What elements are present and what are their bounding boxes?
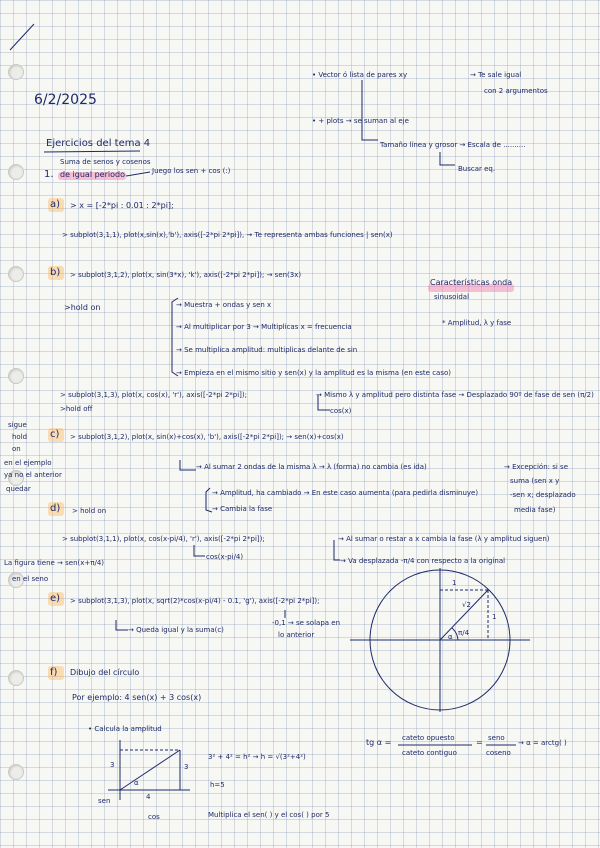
section-b-hold: >hold on	[64, 303, 101, 312]
tan-denominator: cateto contiguo	[402, 749, 457, 757]
top-note-4: Buscar eq.	[458, 165, 496, 173]
triangle-angle: α	[134, 779, 139, 787]
section-f-title: Dibujo del círculo	[70, 668, 140, 677]
section-c-right-1: → Excepción: si se	[504, 463, 568, 471]
circle-label-4: √2	[462, 601, 471, 609]
tan-denominator-2: coseno	[486, 749, 511, 757]
section-b-hold-off: >hold off	[60, 405, 93, 413]
section-b-note-2: → Al multiplicar por 3 → Multiplicas x = frecuencia	[176, 323, 352, 331]
section-b-note-4: → Empieza en el mismo sitio y sen(x) y la amplitud es la misma (en este caso)	[176, 369, 452, 377]
top-note-2: • + plots → se suman al eje	[312, 117, 409, 125]
section-e-note: → Queda igual y la suma(c)	[128, 626, 224, 634]
section-c-letter: c)	[50, 429, 60, 440]
section-d-code: > subplot(3,1,1), plot(x, cos(x-pi/4), 'r'), axis([-2*pi 2*pi]);	[62, 535, 265, 543]
page-subtitle: Suma de senos y cosenos	[60, 158, 151, 166]
section-b-note-1: → Muestra + ondas y sen x	[176, 301, 272, 309]
section-e-code: > subplot(3,1,3), plot(x, sqrt(2)*cos(x-pi/4) - 0.1, 'g'), axis([-2*pi 2*pi]);	[70, 597, 320, 605]
section-c-right-3: -sen x; desplazado	[510, 491, 576, 499]
triangle-label-sen: sen	[98, 797, 111, 805]
tan-equals: =	[476, 738, 483, 747]
section-e-side-1: -0,1 → se solapa en	[272, 619, 341, 627]
ex1-number: 1.	[44, 169, 54, 180]
ex1-note: Juego los sen + cos (:)	[152, 167, 231, 175]
section-b-code3: > subplot(3,1,3), plot(x, cos(x), 'r'), axis([-2*pi 2*pi]);	[60, 391, 247, 399]
section-f-eq2: h=5	[210, 781, 225, 789]
tan-numerator: cateto opuesto	[402, 734, 455, 742]
margin-note-1: sigue	[8, 421, 27, 429]
page-title: Ejercicios del tema 4	[46, 138, 151, 149]
section-b-code3-note: → Mismo λ y amplitud pero distinta fase → Desplazado 90º de fase de sen (π/2)	[316, 391, 594, 399]
triangle-side-v: 3	[110, 761, 115, 769]
section-b-code: > subplot(3,1,2), plot(x, sin(3*x), 'k'), axis([-2*pi 2*pi]); → sen(3x)	[70, 271, 302, 279]
tan-result: → α = arctg( )	[518, 739, 567, 747]
margin-note-5: ya no el anterior	[4, 471, 62, 479]
section-d-letter: d)	[50, 503, 61, 514]
margin-note-8: en el seno	[12, 575, 49, 583]
section-c-note-1: → Al sumar 2 ondas de la misma λ → λ (forma) no cambia (es ida)	[196, 463, 427, 471]
ex1-label: de igual periodo	[60, 170, 125, 179]
top-note-3: Tamaño línea y grosor → Escala de ..........	[380, 141, 526, 149]
margin-note-3: on	[12, 445, 21, 453]
circle-label-1: 1	[452, 579, 457, 587]
section-b-side-note: * Amplitud, λ y fase	[442, 319, 512, 327]
triangle-label-cos: cos	[148, 813, 160, 821]
section-f-bullet: • Calcula la amplitud	[88, 725, 162, 733]
tan-lhs: tg α =	[366, 738, 392, 747]
section-f-example: Por ejemplo: 4 sen(x) + 3 cos(x)	[72, 693, 202, 702]
section-c-note-3: → Cambia la fase	[212, 505, 273, 513]
section-b-side-title: Características onda	[430, 278, 513, 287]
section-b-side-sub: sinusoidal	[434, 293, 470, 301]
section-d-note-1: → Al sumar o restar a x cambia la fase (λ y amplitud siguen)	[338, 535, 550, 543]
section-c-right-4: media fase)	[514, 506, 556, 514]
triangle-side-v2: 3	[184, 763, 189, 771]
circle-label-5: α	[448, 633, 453, 641]
margin-note-6: quedar	[6, 485, 31, 493]
section-b-letter: b)	[50, 267, 61, 278]
circle-label-2: 1	[492, 613, 497, 621]
triangle-side-h: 4	[146, 793, 151, 801]
section-d-note-2: → Va desplazada -π/4 con respecto a la original	[340, 557, 506, 565]
section-c-right-2: suma (sen x y	[510, 477, 560, 485]
section-c-code: > subplot(3,1,2), plot(x, sin(x)+cos(x), 'b'), axis([-2*pi 2*pi]); → sen(x)+cos(x)	[70, 433, 344, 441]
circle-label-3: π/4	[458, 629, 470, 637]
section-c-note-2: → Amplitud, ha cambiado → En este caso aumenta (para pedirla disminuye)	[212, 489, 479, 497]
section-e-letter: e)	[50, 593, 61, 604]
section-b-note-3: → Se multiplica amplitud: multiplicas delante de sin	[176, 346, 358, 354]
section-d-cos-label: cos(x-pi/4)	[206, 553, 244, 561]
page-date: 6/2/2025	[34, 92, 97, 108]
section-b-cos-label: cos(x)	[330, 407, 352, 415]
section-a-code2: > subplot(3,1,1), plot(x,sin(x),'b'), axis([-2*pi 2*pi]), → Te representa ambas funciones | sen(x)	[62, 231, 393, 239]
top-note-1: • Vector ó lista de pares xy	[312, 71, 408, 79]
top-note-1c: con 2 argumentos	[484, 87, 548, 95]
section-f-eq1: 3² + 4² = h² → h = √(3²+4²)	[208, 753, 306, 761]
section-d-hold: > hold on	[72, 507, 107, 515]
section-e-side-2: lo anterior	[278, 631, 315, 639]
margin-note-4: en el ejemplo	[4, 459, 52, 467]
top-note-1b: → Te sale igual	[470, 71, 522, 79]
section-a-letter: a)	[50, 199, 61, 210]
margin-note-2: hold	[12, 433, 28, 441]
section-f-eq3: Multiplica el sen( ) y el cos( ) por 5	[208, 811, 330, 819]
section-f-letter: f)	[50, 667, 58, 678]
tan-numerator-2: seno	[488, 734, 505, 742]
section-a-code1: > x = [-2*pi : 0.01 : 2*pi];	[70, 201, 174, 210]
margin-note-7: La figura tiene → sen(x+π/4)	[4, 559, 105, 567]
